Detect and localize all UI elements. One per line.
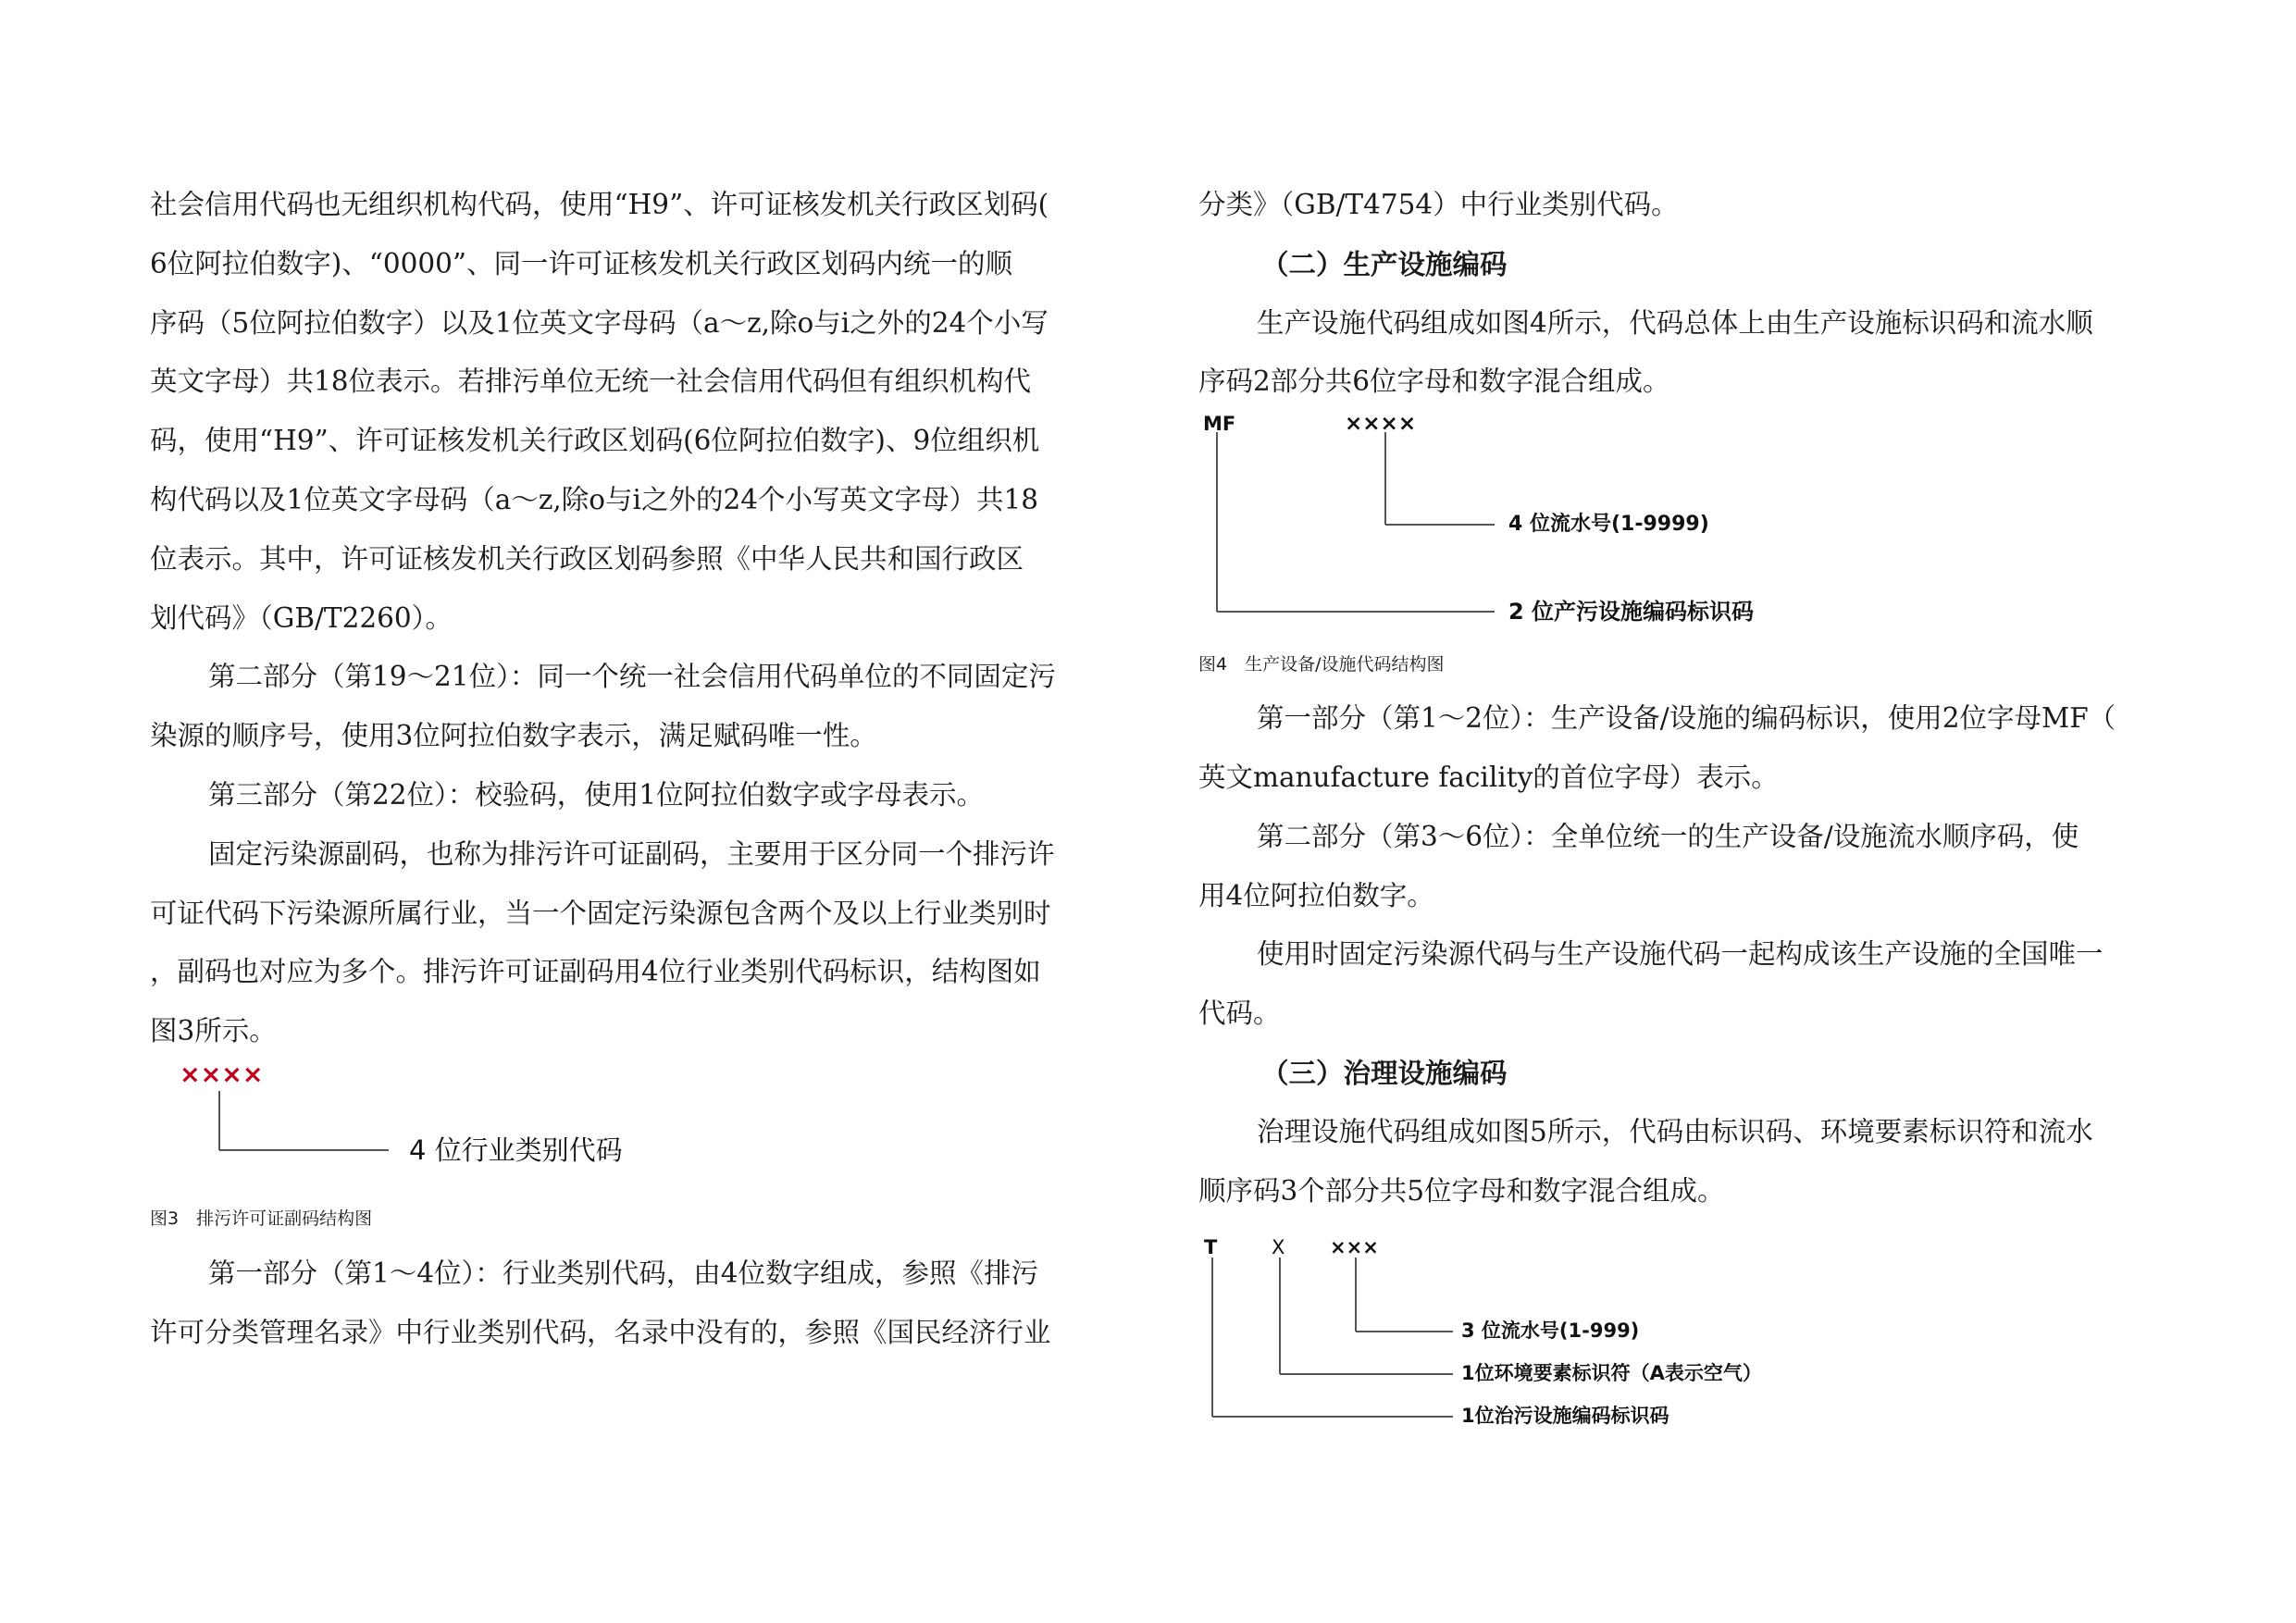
text-line: 序码（5位阿拉伯数字）以及1位英文字母码（a～z,除o与i之外的24个小写 xyxy=(150,306,1049,339)
figure-3-caption: 图3 排污许可证副码结构图 xyxy=(150,1208,373,1229)
figure-4-label-serial: 4 位流水号(1-9999) xyxy=(1508,513,1709,537)
text-line: 用4位阿拉伯数字。 xyxy=(1198,879,1434,911)
figure-4-code-mf: MF xyxy=(1203,413,1236,436)
text-line: 固定污染源副码，也称为排污许可证副码，主要用于区分同一个排污许 xyxy=(208,837,1055,870)
text-line: 位表示。其中，许可证核发机关行政区划码参照《中华人民共和国行政区 xyxy=(150,542,1024,575)
text-line: 英文manufacture facility的首位字母）表示。 xyxy=(1198,761,1779,793)
figure-5-code-x: X xyxy=(1272,1236,1285,1259)
text-line: 码，使用“H9”、许可证核发机关行政区划码(6位阿拉伯数字)、9位组织机 xyxy=(150,425,1040,457)
paragraph xyxy=(150,1245,1112,1363)
text-line: 顺序码3个部分共5位字母和数字混合组成。 xyxy=(1198,1174,1725,1207)
paragraph xyxy=(1198,1103,2161,1221)
text-line: 生产设施代码组成如图4所示，代码总体上由生产设施标识码和流水顺 xyxy=(1257,306,2093,339)
figure-4-diagram xyxy=(1198,412,2161,689)
figure-5-label-env: 1位环境要素标识符（A表示空气） xyxy=(1461,1362,1762,1385)
text-line: 6位阿拉伯数字)、“0000”、同一许可证核发机关行政区划码内统一的顺 xyxy=(150,247,1013,279)
figure-5-code-t: T xyxy=(1204,1236,1218,1259)
figure-5-code-serial: ××× xyxy=(1330,1236,1379,1259)
text-line: 社会信用代码也无组织机构代码，使用“H9”、许可证核发机关行政区划码( xyxy=(150,189,1049,220)
section-heading: （二）生产设施编码 xyxy=(1261,247,1508,280)
text-line: 分类》（GB/T4754）中行业类别代码。 xyxy=(1198,189,1679,220)
figure-4-code-serial: ×××× xyxy=(1345,412,1417,437)
text-line: 许可分类管理名录》中行业类别代码，名录中没有的，参照《国民经济行业 xyxy=(150,1316,1051,1348)
text-line: 可证代码下污染源所属行业，当一个固定污染源包含两个及以上行业类别时 xyxy=(150,897,1051,929)
paragraph xyxy=(1198,176,2161,235)
text-line: 第二部分（第3～6位）：全单位统一的生产设备/设施流水顺序码，使 xyxy=(1257,820,2079,852)
paragraph xyxy=(150,648,1112,766)
paragraph xyxy=(1198,925,2161,1044)
text-line: 构代码以及1位英文字母码（a～z,除o与i之外的24个小写英文字母）共18 xyxy=(150,483,1039,515)
paragraph xyxy=(1198,808,2161,926)
figure-5-label-serial: 3 位流水号(1-999) xyxy=(1461,1319,1640,1343)
text-line: 第一部分（第1～4位）：行业类别代码，由4位数字组成，参照《排污 xyxy=(208,1257,1039,1289)
paragraph xyxy=(1198,689,2161,808)
paragraph xyxy=(1198,294,2161,413)
text-line: 划代码》（GB/T2260）。 xyxy=(150,601,453,634)
paragraph xyxy=(150,825,1112,1061)
paragraph xyxy=(150,176,1112,648)
text-line: 序码2部分共6位字母和数字混合组成。 xyxy=(1198,365,1670,398)
paragraph xyxy=(150,766,1112,825)
right-column xyxy=(1198,176,2161,1439)
figure-3-diagram xyxy=(150,1061,1112,1245)
text-line: 治理设施代码组成如图5所示，代码由标识码、环境要素标识符和流水 xyxy=(1257,1115,2093,1147)
figure-3-code: ×××× xyxy=(180,1059,264,1089)
figure-3-label: 4 位行业类别代码 xyxy=(409,1134,623,1166)
text-line: 使用时固定污染源代码与生产设施代码一起构成该生产设施的全国唯一 xyxy=(1257,938,2104,971)
text-line: 代码。 xyxy=(1198,997,1281,1030)
figure-5-diagram xyxy=(1198,1235,2161,1439)
text-line: 染源的顺序号，使用3位阿拉伯数字表示，满足赋码唯一性。 xyxy=(150,720,877,752)
text-line: 英文字母）共18位表示。若排污单位无统一社会信用代码但有组织机构代 xyxy=(150,365,1032,398)
figure-4-caption: 图4 生产设备/设施代码结构图 xyxy=(1198,654,1445,675)
text-line: 图3所示。 xyxy=(150,1015,277,1047)
text-line: 第三部分（第22位）：校验码，使用1位阿拉伯数字或字母表示。 xyxy=(208,778,985,811)
text-line: 第一部分（第1～2位）：生产设备/设施的编码标识，使用2位字母MF（ xyxy=(1257,702,2116,735)
left-column xyxy=(150,176,1112,1363)
figure-4-label-id: 2 位产污设施编码标识码 xyxy=(1508,599,1755,626)
figure-5-label-id: 1位治污设施编码标识码 xyxy=(1461,1405,1669,1428)
text-line: 第二部分（第19～21位）：同一个统一社会信用代码单位的不同固定污 xyxy=(208,661,1056,693)
text-line: ，副码也对应为多个。排污许可证副码用4位行业类别代码标识，结构图如 xyxy=(150,956,1041,988)
section-heading: （三）治理设施编码 xyxy=(1261,1056,1508,1089)
